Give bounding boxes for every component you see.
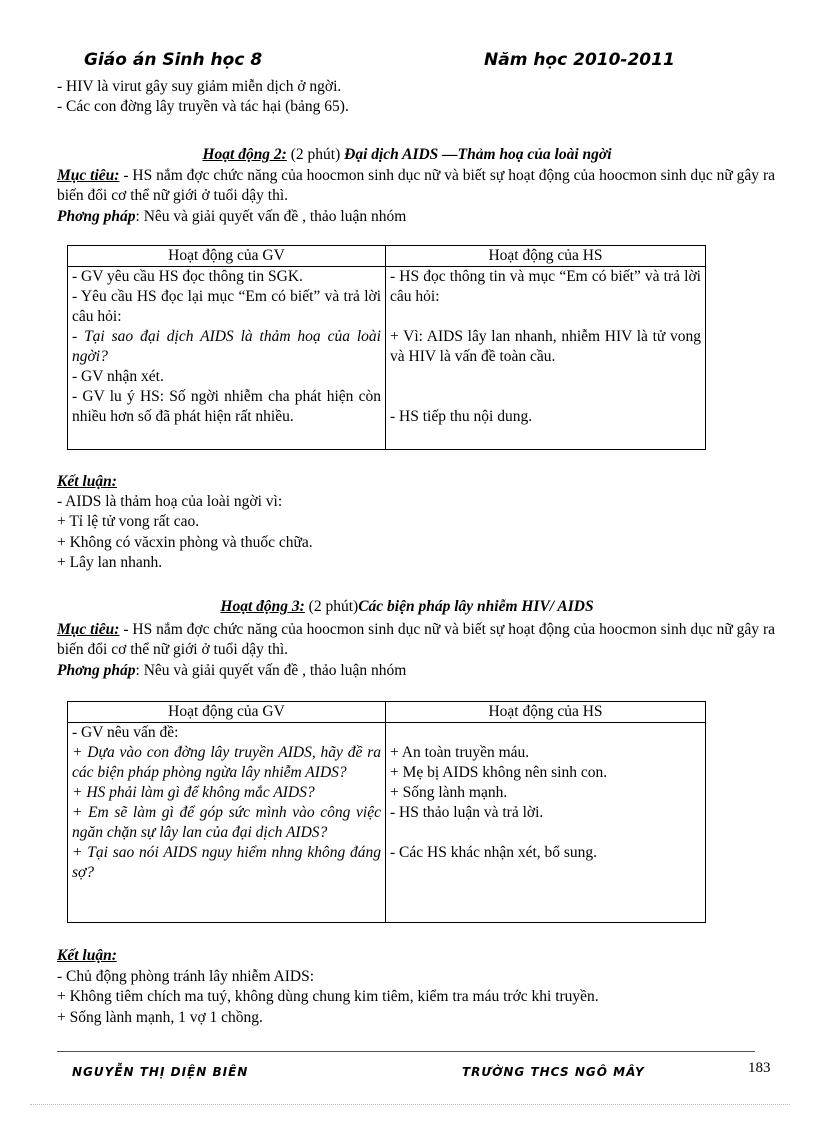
intro-line-2: - Các con đờng lây truyền và tác hại (bảng 65).: [57, 98, 349, 115]
activity3-gv-item: + Em sẽ làm gì để góp sức mình vào công việc ngăn chặn sự lây lan của đại dịch AIDS?: [72, 804, 381, 841]
footer-school: TRƯỜNG THCS NGÔ MÂY: [462, 1065, 645, 1079]
activity2-hs-item: - HS tiếp thu nội dung.: [390, 408, 533, 425]
activity3-method-label: Phơng pháp: [57, 662, 136, 679]
footer-author: NGUYỄN THỊ DIỆN BIÊN: [72, 1065, 249, 1079]
activity3-table: [67, 701, 706, 923]
activity2-conclusion-2: + Tỉ lệ tử vong rất cao.: [57, 513, 200, 530]
activity2-col-gv: Hoạt động của GV: [68, 246, 386, 267]
activity2-objective-text: - HS nắm đợc chức năng của hoocmon sinh dục nữ và biết sự hoạt động của hoocmon sinh dục nữ gây ra biến đổi cơ thể nữ giới ở tuổi dậy thì.: [57, 167, 775, 204]
activity3-hs-item: + Sống lành mạnh.: [390, 784, 508, 801]
activity2-method-text: : Nêu và giải quyết vấn đề , thảo luận nhóm: [135, 208, 407, 225]
intro-line-1: - HIV là virut gây suy giảm miễn dịch ở ngời.: [57, 78, 342, 95]
activity2-hs-item: - HS đọc thông tin và mục “Em có biết” và trả lời câu hỏi:: [390, 268, 701, 305]
activity2-conclusion-3: + Không có văcxin phòng và thuốc chữa.: [57, 534, 313, 551]
activity2-time: (2 phút): [290, 146, 341, 163]
activity3-hs-item: + Mẹ bị AIDS không nên sinh con.: [390, 764, 608, 781]
activity3-conclusion-2: + Không tiêm chích ma tuý, không dùng chung kim tiêm, kiểm tra máu trớc khi truyền.: [57, 988, 599, 1005]
activity2-hs-item: + Vì: AIDS lây lan nhanh, nhiễm HIV là tử vong và HIV là vấn đề toàn cầu.: [390, 328, 701, 365]
activity2-col-hs: Hoạt động của HS: [386, 246, 706, 267]
activity2-hs-cell: [386, 267, 706, 450]
activity3-conclusion-1: - Chủ động phòng tránh lây nhiễm AIDS:: [57, 968, 315, 985]
activity3-col-gv: Hoạt động của GV: [68, 702, 386, 723]
header-subject: Giáo án Sinh học 8: [84, 50, 263, 70]
activity3-hs-item: + An toàn truyền máu.: [390, 744, 530, 761]
activity3-gv-cell: [68, 723, 386, 923]
activity2-label: Hoạt động 2:: [202, 146, 287, 163]
activity2-gv-item: - GV yêu cầu HS đọc thông tin SGK.: [72, 268, 303, 285]
activity2-gv-cell: [68, 267, 386, 450]
activity3-gv-item: + Dựa vào con đờng lây truyền AIDS, hãy đề ra các biện pháp phòng ngừa lây nhiễm AIDS?: [72, 744, 381, 781]
activity3-heading: [57, 597, 757, 617]
activity2-gv-item: - Yêu cầu HS đọc lại mục “Em có biết” và trả lời câu hỏi:: [72, 288, 381, 325]
activity3-conclusion-3: + Sống lành mạnh, 1 vợ 1 chồng.: [57, 1009, 263, 1026]
activity3-col-hs: Hoạt động của HS: [386, 702, 706, 723]
activity2-heading: [57, 145, 757, 165]
activity2-method: [57, 207, 406, 227]
activity2-gv-item: - Tại sao đại dịch AIDS là thảm hoạ của loài ngời?: [72, 328, 381, 365]
activity3-label: Hoạt động 3:: [220, 598, 305, 615]
page-number: 183: [748, 1060, 771, 1076]
activity3-hs-cell: [386, 723, 706, 923]
activity3-time: (2 phút): [308, 598, 359, 615]
activity3-objective: [57, 620, 775, 660]
activity2-table: [67, 245, 706, 450]
footer-divider: [57, 1051, 755, 1052]
activity2-conclusion-1: - AIDS là thảm hoạ của loài ngời vì:: [57, 493, 283, 510]
activity2-title: Đại dịch AIDS —Thảm hoạ của loài ngời: [344, 146, 612, 163]
header-school-year: Năm học 2010-2011: [484, 50, 675, 70]
activity2-method-label: Phơng pháp: [57, 208, 136, 225]
page-bottom-border: [30, 1104, 790, 1105]
activity3-method-text: : Nêu và giải quyết vấn đề , thảo luận nhóm: [135, 662, 407, 679]
activity3-gv-item: - GV nêu vấn đề:: [72, 724, 179, 741]
activity3-title: Các biện pháp lây nhiễm HIV/ AIDS: [358, 598, 594, 615]
activity3-hs-item: - HS thảo luận và trả lời.: [390, 804, 544, 821]
activity2-gv-item: - GV nhận xét.: [72, 368, 164, 385]
activity2-objective-label: Mục tiêu:: [57, 167, 120, 184]
activity3-gv-item: + Tại sao nói AIDS nguy hiểm nhng không đáng sợ?: [72, 844, 381, 881]
activity2-objective: [57, 166, 775, 206]
activity3-method: [57, 661, 406, 681]
activity2-conclusion-label: Kết luận:: [57, 473, 117, 490]
activity3-hs-item: - Các HS khác nhận xét, bổ sung.: [390, 844, 598, 861]
activity3-conclusion-label: Kết luận:: [57, 947, 117, 964]
activity2-gv-item: - GV lu ý HS: Số ngời nhiễm cha phát hiện còn nhiều hơn số đã phát hiện rất nhiều.: [72, 388, 381, 425]
activity3-objective-text: - HS nắm đợc chức năng của hoocmon sinh dục nữ và biết sự hoạt động của hoocmon sinh dục nữ gây ra biến đổi cơ thể nữ giới ở tuổi dậy thì.: [57, 621, 775, 658]
activity2-conclusion-4: + Lây lan nhanh.: [57, 554, 163, 571]
activity3-objective-label: Mục tiêu:: [57, 621, 120, 638]
activity3-gv-item: + HS phải làm gì để không mắc AIDS?: [72, 784, 315, 801]
